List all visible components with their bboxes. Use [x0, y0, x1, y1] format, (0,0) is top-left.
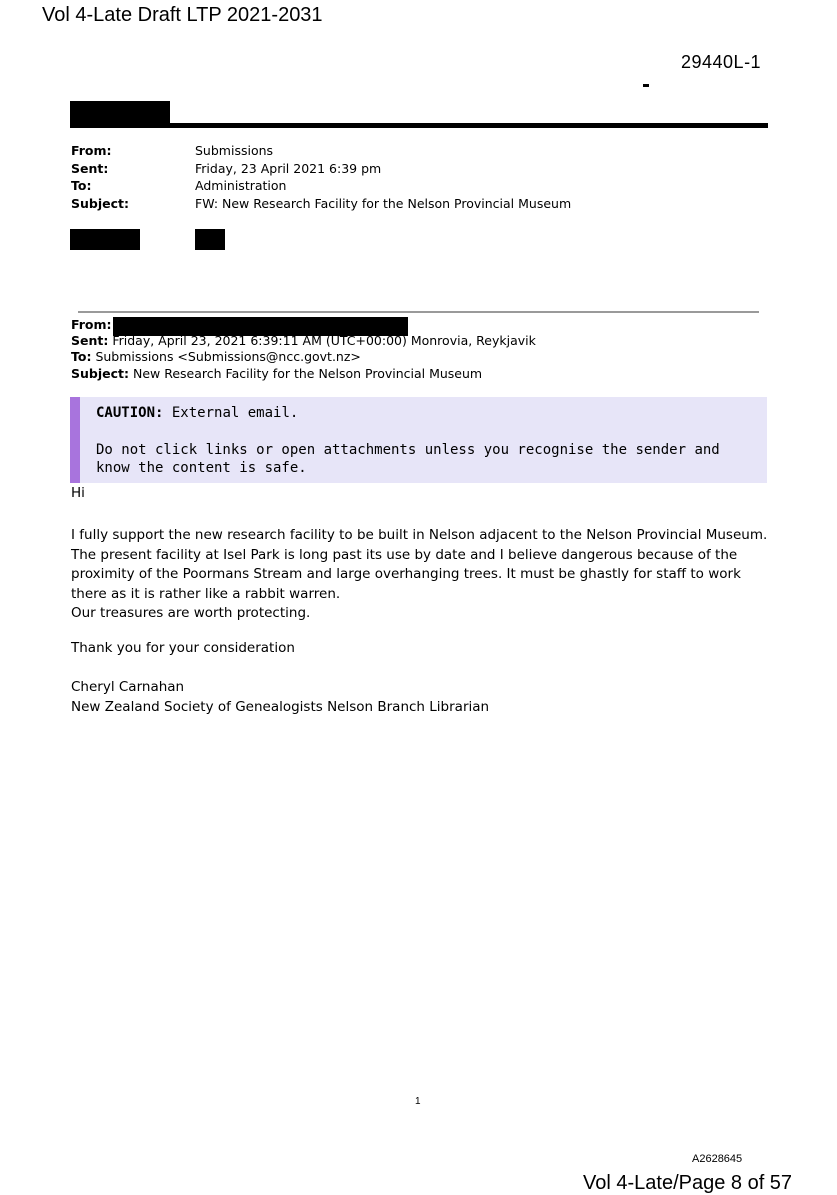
outer-sent-label: Sent:: [71, 161, 109, 176]
forward-from-label: From:: [71, 317, 112, 332]
header-rule: [70, 123, 768, 128]
reference-number: 29440L-1: [681, 52, 762, 72]
caution-title: [96, 405, 298, 421]
caution-message: Do not click links or open attachments unless you recognise the sender and know the content is safe.: [96, 442, 720, 476]
signature-title: New Zealand Society of Genealogists Nelson Branch Librarian: [71, 699, 490, 715]
forward-sent-label: Sent:: [71, 333, 109, 348]
body-paragraph-main: I fully support the new research facility to be built in Nelson adjacent to the Nelson Provincial Museum. The present facility at Isel Park is long past its use by date and I believe dangerous because of the proximity of the Poormans Stream and large overhanging trees. It must be ghastly for staff to work there as it is rather like a rabbit warren.: [71, 527, 768, 602]
signature-name: Cheryl Carnahan: [71, 679, 185, 695]
redaction-block: [195, 229, 225, 250]
forward-separator: [78, 311, 759, 313]
caution-banner: [70, 397, 767, 483]
outer-from-label: From:: [71, 143, 112, 158]
caution-title-rest: External email.: [171, 405, 299, 421]
outer-subject-value: FW: New Research Facility for the Nelson Provincial Museum: [195, 196, 572, 211]
reference-dash: [643, 84, 649, 87]
outer-to-value: Administration: [195, 178, 287, 193]
forward-to-label: To:: [71, 349, 92, 364]
forward-subject-value: New Research Facility for the Nelson Provincial Museum: [132, 366, 483, 381]
forward-to-line: [71, 349, 361, 366]
forward-sent-line: [71, 333, 536, 350]
forward-from-line: [71, 317, 112, 334]
caution-label: CAUTION:: [96, 405, 164, 421]
outer-subject-label: Subject:: [71, 196, 129, 211]
page-number: 1: [415, 1096, 421, 1107]
greeting: Hi: [71, 485, 85, 501]
forward-to-value: Submissions <Submissions@ncc.govt.nz>: [95, 349, 361, 364]
document-id: A2628645: [692, 1153, 743, 1165]
outer-from-value: Submissions: [195, 143, 274, 158]
caution-accent-bar: [70, 397, 80, 483]
outer-sent-value: Friday, 23 April 2021 6:39 pm: [195, 161, 382, 176]
forward-subject-label: Subject:: [71, 366, 129, 381]
forward-sent-value: Friday, April 23, 2021 6:39:11 AM (UTC+00:00) Monrovia, Reykjavik: [112, 333, 536, 348]
outer-to-label: To:: [71, 178, 92, 193]
redaction-block: [70, 229, 140, 250]
redaction-block: [70, 101, 170, 125]
page-footer: Vol 4-Late/Page 8 of 57: [583, 1172, 793, 1194]
body-paragraph: [71, 526, 771, 624]
document-header: Vol 4-Late Draft LTP 2021-2031: [42, 4, 323, 26]
body-paragraph-closing: Our treasures are worth protecting.: [71, 605, 311, 621]
forward-subject-line: [71, 366, 482, 383]
thanks-line: Thank you for your consideration: [71, 640, 295, 656]
